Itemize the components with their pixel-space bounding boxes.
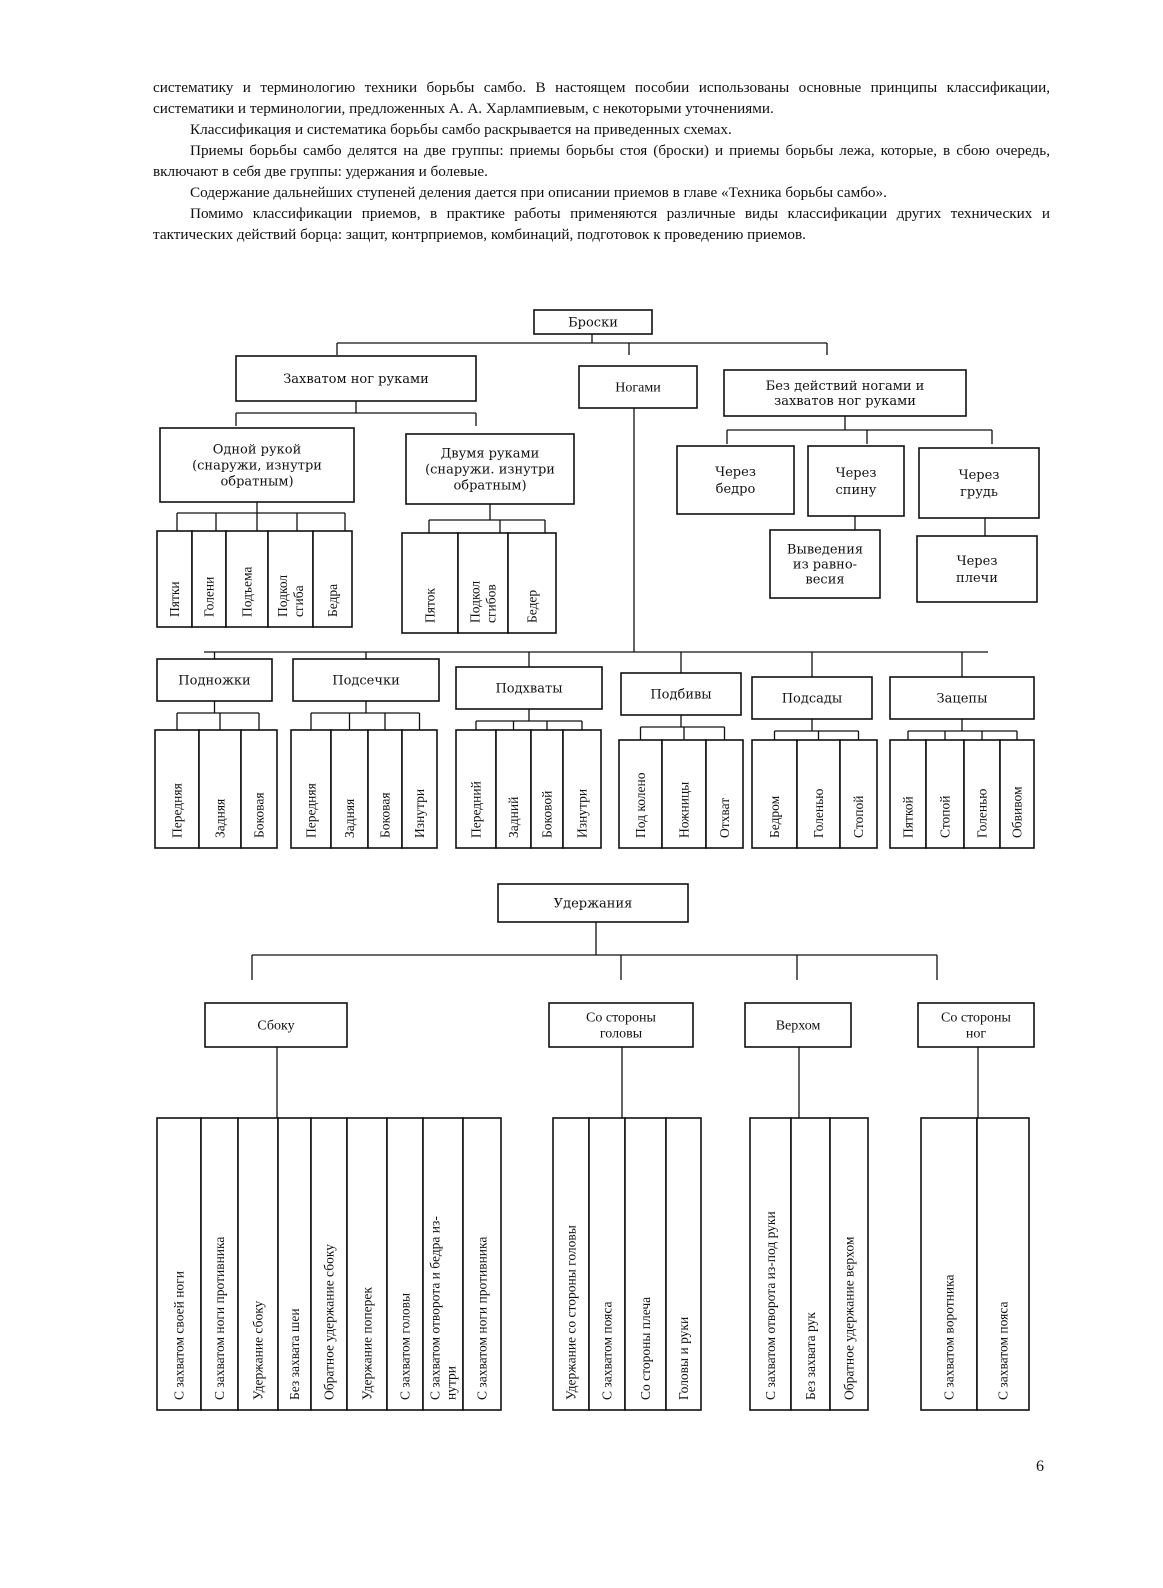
leg-group-0-item: Задняя: [212, 798, 228, 838]
leg-group-2-item: Задний: [506, 796, 521, 838]
leg-group-0-item: Боковая: [251, 792, 267, 838]
holds-group-3-item: С захватом пояса: [995, 1301, 1011, 1400]
one-hand-item: Голени: [201, 576, 217, 617]
through-back-label: Через спину: [835, 466, 877, 498]
holds-group-0-item: С захватом своей ноги: [171, 1271, 187, 1400]
one-hand-item: Пятки: [167, 581, 182, 617]
leg-group-3-item: Отхват: [717, 797, 732, 838]
paragraph-1: систематику и терминологию техники борьбы самбо. В настоящем пособии использованы основные принципы классификации, систематики и терминологии, предложенных А. А. Харлампиевым, с некоторыми уточнениями.: [153, 79, 1050, 117]
through-hip-label: Через бедро: [715, 465, 756, 497]
leg-group-5-label: Зацепы: [936, 691, 988, 707]
one-hand-item: Подколсгиба: [275, 574, 306, 617]
leg-group-4-item: Бедром: [767, 795, 782, 838]
one-hand-label: Одной рукой (снаружи, изнутри обратным): [192, 442, 322, 490]
leg-group-1-item: Боковая: [377, 792, 393, 838]
through-shoulders-box: [917, 536, 1037, 602]
holds-group-0-item: С захватом отворота и бедра из-нутри: [427, 1216, 459, 1400]
leg-group-2-item: Боковой: [539, 790, 555, 838]
page-number: 6: [1036, 1458, 1044, 1475]
leg-group-4-item: Стопой: [851, 795, 866, 838]
two-hands-item: Бедер: [524, 589, 540, 623]
through-chest-box: [919, 448, 1039, 518]
holds-group-3-label: Со стороны ног: [941, 1010, 1011, 1042]
holds-group-2-item: С захватом отворота из-под руки: [763, 1211, 778, 1400]
leg-group-1-label: Подсечки: [332, 673, 400, 689]
leg-group-1-item: Изнутри: [412, 788, 427, 838]
two-hands-item: Подколсгибов: [467, 580, 499, 623]
leg-group-1-item: Передняя: [303, 783, 319, 838]
holds-group-0-item: Удержание сбоку: [250, 1300, 266, 1400]
leg-group-5-item: Пяткой: [900, 796, 916, 838]
leg-group-3-item: Под колено: [633, 772, 648, 838]
one-hand-item: Бедра: [325, 583, 340, 617]
leg-group-1-item: Задняя: [342, 798, 357, 838]
holds-group-0-item: С захватом головы: [397, 1292, 413, 1400]
without-legs-label: Без действий ногами и захватов ног руками: [765, 379, 925, 409]
through-chest-label: Через грудь: [958, 468, 1000, 500]
through-hip-box: [677, 446, 794, 514]
leg-group-0-item: Передняя: [169, 783, 185, 838]
through-back-box: [808, 446, 904, 516]
holds-root-label: Удержания: [553, 896, 633, 912]
leg-group-4-label: Подсады: [781, 691, 843, 707]
paragraph-2: Классификация и систематика борьбы самбо раскрывается на приведенных схемах.: [190, 121, 732, 138]
leg-group-3-item: Ножницы: [676, 781, 692, 838]
leg-group-0-label: Подножки: [178, 673, 251, 689]
holds-group-3-item: С захватом воротника: [941, 1274, 957, 1400]
holds-group-0-label: Сбоку: [257, 1018, 295, 1034]
through-shoulders-label: Через плечи: [956, 554, 998, 586]
holds-group-0-item: Удержание поперек: [359, 1287, 375, 1400]
throws-root-label: Броски: [568, 315, 618, 331]
holds-group-1-item: С захватом пояса: [599, 1301, 615, 1400]
holds-group-0-item: Обратное удержание сбоку: [321, 1244, 337, 1400]
one-hand-item: Подъема: [239, 566, 255, 617]
legs-label: Ногами: [615, 380, 661, 396]
leg-group-5-item: Голенью: [974, 788, 990, 838]
by-legs-hands-label: Захватом ног руками: [283, 372, 429, 387]
holds-group-0-item: С захватом ноги противника: [474, 1236, 490, 1400]
leg-group-4-item: Голенью: [811, 788, 826, 838]
paragraph-4: Содержание дальнейших ступеней деления дается при описании приемов в главе «Техника борьбы самбо».: [190, 184, 887, 201]
leg-group-2-label: Подхваты: [495, 681, 563, 697]
leg-group-5-item: Обвивом: [1009, 786, 1025, 838]
paragraph-3: Приемы борьбы самбо делятся на две группы: приемы борьбы стоя (броски) и приемы борьбы лежа, которые, в сбою очередь, включают в себя две группы: удержания и болевые.: [153, 142, 1050, 180]
holds-group-0-item: С захватом ноги противника: [212, 1236, 227, 1400]
off-balance-label: Выведения из равно-весия: [786, 542, 864, 588]
holds-group-2-item: Обратное удержание верхом: [841, 1236, 857, 1400]
holds-group-1-item: Со стороны плеча: [638, 1296, 653, 1400]
paragraph-5: Помимо классификации приемов, в практике работы применяются различные виды классификации других технических и тактических действий борца: защит, контрприемов, комбинаций, подготовок к проведению приемов.: [153, 205, 1050, 243]
holds-group-1-label: Со стороны головы: [586, 1010, 656, 1042]
leg-group-2-item: Передний: [468, 781, 484, 838]
leg-group-2-item: Изнутри: [574, 788, 590, 838]
leg-group-5-item: Стопой: [937, 795, 953, 838]
leg-group-3-label: Подбивы: [650, 687, 712, 703]
two-hands-label: Двумя руками (снаружи. изнутри обратным): [425, 446, 555, 494]
holds-group-0-item: Без захвата шеи: [287, 1308, 302, 1400]
holds-group-2-label: Верхом: [775, 1018, 821, 1034]
holds-group-1-item: Удержание со стороны головы: [563, 1225, 579, 1400]
two-hands-item: Пяток: [422, 588, 438, 623]
holds-group-1-item: Головы и руки: [676, 1316, 691, 1400]
holds-group-2-item: Без захвата рук: [803, 1312, 818, 1400]
